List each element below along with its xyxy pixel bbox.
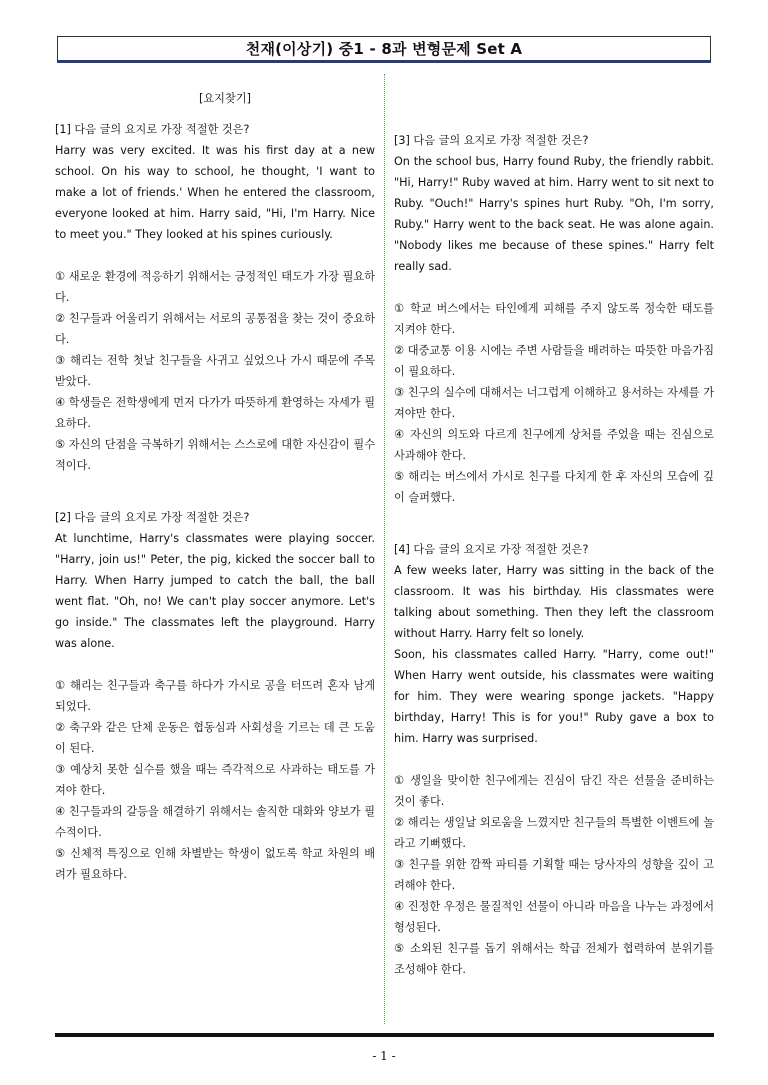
answer-option[interactable]: ④ 자신의 의도와 다르게 친구에게 상처를 주었을 때는 진심으로 사과해야 한다.	[394, 428, 714, 462]
question-3	[394, 130, 714, 508]
answer-option[interactable]: ② 축구와 같은 단체 운동은 협동심과 사회성을 기르는 데 큰 도움이 된다.	[55, 721, 375, 755]
answer-option[interactable]: ⑤ 신체적 특징으로 인해 차별받는 학생이 없도록 학교 차원의 배려가 필요하다.	[55, 847, 375, 881]
answer-option[interactable]: ③ 친구를 위한 깜짝 파티를 기획할 때는 당사자의 성향을 깊이 고려해야 한다.	[394, 858, 714, 892]
question-1	[55, 119, 375, 476]
question-heading: [2] 다음 글의 요지로 가장 적절한 것은?	[55, 511, 250, 524]
answer-option[interactable]: ⑤ 소외된 친구를 돕기 위해서는 학급 전체가 협력하여 분위기를 조성해야 한다.	[394, 942, 714, 976]
question-heading: [4] 다음 글의 요지로 가장 적절한 것은?	[394, 543, 589, 556]
answer-option[interactable]: ② 친구들과 어울리기 위해서는 서로의 공통점을 찾는 것이 중요하다.	[55, 312, 375, 346]
question-2	[55, 507, 375, 885]
answer-option[interactable]: ③ 친구의 실수에 대해서는 너그럽게 이해하고 용서하는 자세를 가져야만 한다.	[394, 386, 714, 420]
right-column	[394, 130, 714, 990]
answer-option[interactable]: ① 생일을 맞이한 친구에게는 진심이 담긴 작은 선물을 준비하는 것이 좋다.	[394, 774, 714, 808]
answer-option[interactable]: ③ 예상치 못한 실수를 했을 때는 즉각적으로 사과하는 태도를 가져야 한다.	[55, 763, 375, 797]
answer-option[interactable]: ② 대중교통 이용 시에는 주변 사람들을 배려하는 따뜻한 마음가짐이 필요하다.	[394, 344, 714, 378]
question-passage: Harry was very excited. It was his first day at a new school. On his way to school, he thought, 'I want to make a lot of friends.' When he entered the classroom, everyone looked at him. Harry said, "Hi, I'm Harry. Nice to meet you." They looked at his spines curiously.	[55, 144, 375, 241]
question-heading: [3] 다음 글의 요지로 가장 적절한 것은?	[394, 134, 589, 147]
question-passage-continued: Soon, his classmates called Harry. "Harry, come out!" When Harry went outside, his classmates were waiting for him. They were wearing sponge jackets. "Happy birthday, Harry! This is for you!" Ruby gave a box to him. Harry was surprised.	[394, 648, 714, 745]
answer-option[interactable]: ④ 친구들과의 갈등을 해결하기 위해서는 솔직한 대화와 양보가 필수적이다.	[55, 805, 375, 839]
question-4	[394, 539, 714, 980]
answer-option[interactable]: ⑤ 해리는 버스에서 가시로 친구를 다치게 한 후 자신의 모습에 깊이 슬퍼했다.	[394, 470, 714, 504]
answer-option[interactable]: ① 새로운 환경에 적응하기 위해서는 긍정적인 태도가 가장 필요하다.	[55, 270, 375, 304]
answer-option[interactable]: ① 해리는 친구들과 축구를 하다가 가시로 공을 터뜨려 혼자 남게 되었다.	[55, 679, 375, 713]
answer-option[interactable]: ④ 진정한 우정은 물질적인 선물이 아니라 마음을 나누는 과정에서 형성된다.	[394, 900, 714, 934]
answer-option[interactable]: ③ 해리는 전학 첫날 친구들을 사귀고 싶었으나 가시 때문에 주목받았다.	[55, 354, 375, 388]
page-title: 천재(이상기) 중1 - 8과 변형문제 Set A	[57, 36, 711, 63]
answer-option[interactable]: ② 해리는 생일날 외로움을 느꼈지만 친구들의 특별한 이벤트에 놀라고 기뻐했다.	[394, 816, 714, 850]
section-label: [요지찾기]	[199, 92, 251, 105]
question-passage: A few weeks later, Harry was sitting in the back of the classroom. It was his birthday. His classmates were talking about something. Then they left the classroom without Harry. Harry felt so lonely.	[394, 564, 714, 640]
question-passage: At lunchtime, Harry's classmates were playing soccer. "Harry, join us!" Peter, the pig, kicked the soccer ball to Harry. When Harry jumped to catch the ball, the ball went flat. "Oh, no! We can't play soccer anymore. Let's go inside." The classmates left the playground. Harry was alone.	[55, 532, 375, 650]
question-heading: [1] 다음 글의 요지로 가장 적절한 것은?	[55, 123, 250, 136]
answer-option[interactable]: ⑤ 자신의 단점을 극복하기 위해서는 스스로에 대한 자신감이 필수적이다.	[55, 438, 375, 472]
page-number: - 1 -	[372, 1049, 396, 1063]
answer-option[interactable]: ④ 학생들은 전학생에게 먼저 다가가 따뜻하게 환영하는 자세가 필요하다.	[55, 396, 375, 430]
left-column	[55, 88, 375, 895]
answer-option[interactable]: ① 학교 버스에서는 타인에게 피해를 주지 않도록 정숙한 태도를 지켜야 한다.	[394, 302, 714, 336]
question-passage: On the school bus, Harry found Ruby, the friendly rabbit. "Hi, Harry!" Ruby waved at him. Harry went to sit next to Ruby. "Ouch!" Harry's spines hurt Ruby. "Oh, I'm sorry, Ruby." Harry went to the back seat. He was alone again. "Nobody likes me because of these spines." Harry felt really sad.	[394, 155, 714, 273]
footer-rule	[55, 1033, 714, 1037]
column-divider	[384, 74, 385, 1024]
